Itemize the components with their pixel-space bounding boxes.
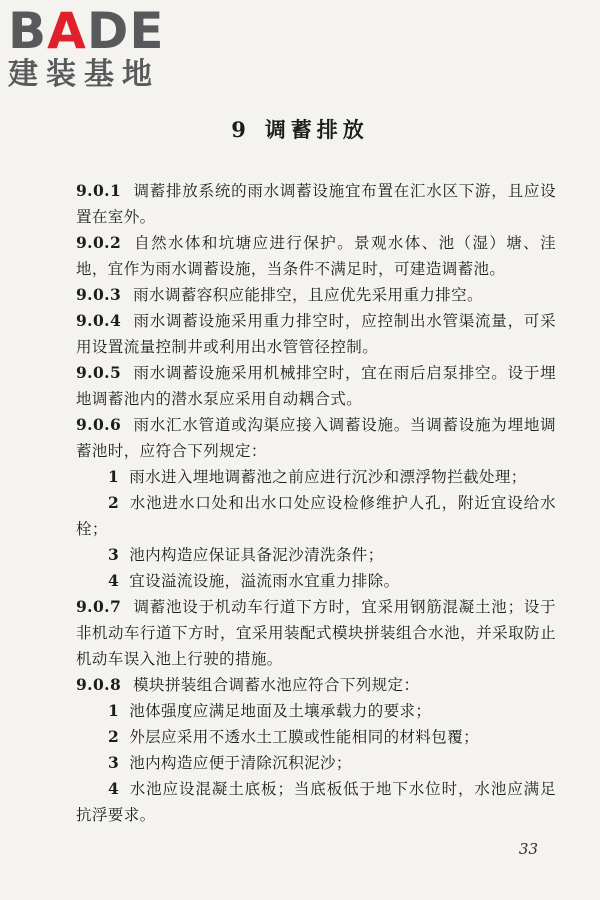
clause-text: 调蓄池设于机动车行道下方时，宜采用钢筋混凝土池；设于非机动车行道下方时，宜采用装配式模块拼装组合水池，并采取防止机动车误入池上行驶的措施。 — [76, 598, 556, 668]
clause-text: 模块拼装组合调蓄水池应符合下列规定： — [133, 676, 420, 694]
list-item — [76, 698, 556, 724]
clause-9-0-5 — [76, 360, 556, 412]
list-item — [76, 568, 556, 594]
item-number: 1 — [108, 701, 120, 720]
clause-9-0-7 — [76, 594, 556, 672]
logo-wordmark — [8, 2, 165, 60]
item-text: 池内构造应便于清除沉积泥沙； — [129, 754, 352, 772]
list-item — [76, 490, 556, 542]
clause-number: 9.0.6 — [76, 415, 122, 434]
clause-9-0-2 — [76, 230, 556, 282]
clause-9-0-4 — [76, 308, 556, 360]
item-text: 池内构造应保证具备泥沙清洗条件； — [129, 546, 384, 564]
page-number: 33 — [518, 840, 538, 858]
item-number: 3 — [108, 545, 120, 564]
item-text: 宜设溢流设施，溢流雨水宜重力排除。 — [129, 572, 400, 590]
clause-9-0-6 — [76, 412, 556, 464]
list-item — [76, 464, 556, 490]
chapter-name: 调蓄排放 — [264, 117, 369, 142]
item-number: 4 — [108, 571, 120, 590]
item-text: 池体强度应满足地面及土壤承载力的要求； — [129, 702, 432, 720]
list-item — [76, 776, 556, 828]
clause-number: 9.0.8 — [76, 675, 122, 694]
chapter-title — [0, 114, 600, 144]
item-number: 3 — [108, 753, 120, 772]
item-number: 2 — [108, 493, 120, 512]
item-number: 2 — [108, 727, 120, 746]
clause-9-0-8 — [76, 672, 556, 698]
list-item — [76, 542, 556, 568]
clause-text: 雨水调蓄容积应能排空，且应优先采用重力排空。 — [133, 286, 483, 304]
clause-number: 9.0.3 — [76, 285, 122, 304]
logo-letters-de: DE — [86, 2, 165, 60]
clause-number: 9.0.2 — [76, 233, 122, 252]
item-text: 水池应设混凝土底板；当底板低于地下水位时，水池应满足抗浮要求。 — [76, 780, 556, 824]
item-number: 4 — [108, 779, 120, 798]
clause-number: 9.0.7 — [76, 597, 122, 616]
clause-text: 调蓄排放系统的雨水调蓄设施宜布置在汇水区下游，且应设置在室外。 — [76, 182, 556, 226]
clause-9-0-1 — [76, 178, 556, 230]
clause-text: 雨水调蓄设施采用重力排空时，应控制出水管渠流量，可采用设置流量控制井或利用出水管管径控制。 — [76, 312, 556, 356]
clause-9-0-3 — [76, 282, 556, 308]
bade-logo — [8, 2, 165, 92]
logo-letter-b: B — [8, 2, 48, 60]
chapter-number: 9 — [231, 117, 251, 142]
logo-subtitle: 建装基地 — [8, 57, 160, 92]
logo-letter-a: A — [47, 2, 87, 60]
item-text: 外层应采用不透水土工膜或性能相同的材料包覆； — [129, 728, 479, 746]
item-number: 1 — [108, 467, 120, 486]
clause-number: 9.0.1 — [76, 181, 122, 200]
clause-number: 9.0.5 — [76, 363, 122, 382]
clause-text: 雨水汇水管道或沟渠应接入调蓄设施。当调蓄设施为埋地调蓄池时，应符合下列规定： — [76, 416, 556, 460]
item-text: 雨水进入埋地调蓄池之前应进行沉沙和漂浮物拦截处理； — [129, 468, 527, 486]
clause-number: 9.0.4 — [76, 311, 122, 330]
list-item — [76, 724, 556, 750]
chapter-body — [76, 178, 556, 828]
list-item — [76, 750, 556, 776]
clause-text: 雨水调蓄设施采用机械排空时，宜在雨后启泵排空。设于埋地调蓄池内的潜水泵应采用自动耦合式。 — [76, 364, 556, 408]
clause-text: 自然水体和坑塘应进行保护。景观水体、池（湿）塘、洼地，宜作为雨水调蓄设施，当条件不满足时，可建造调蓄池。 — [76, 234, 556, 278]
item-text: 水池进水口处和出水口处应设检修维护人孔，附近宜设给水栓； — [76, 494, 556, 538]
